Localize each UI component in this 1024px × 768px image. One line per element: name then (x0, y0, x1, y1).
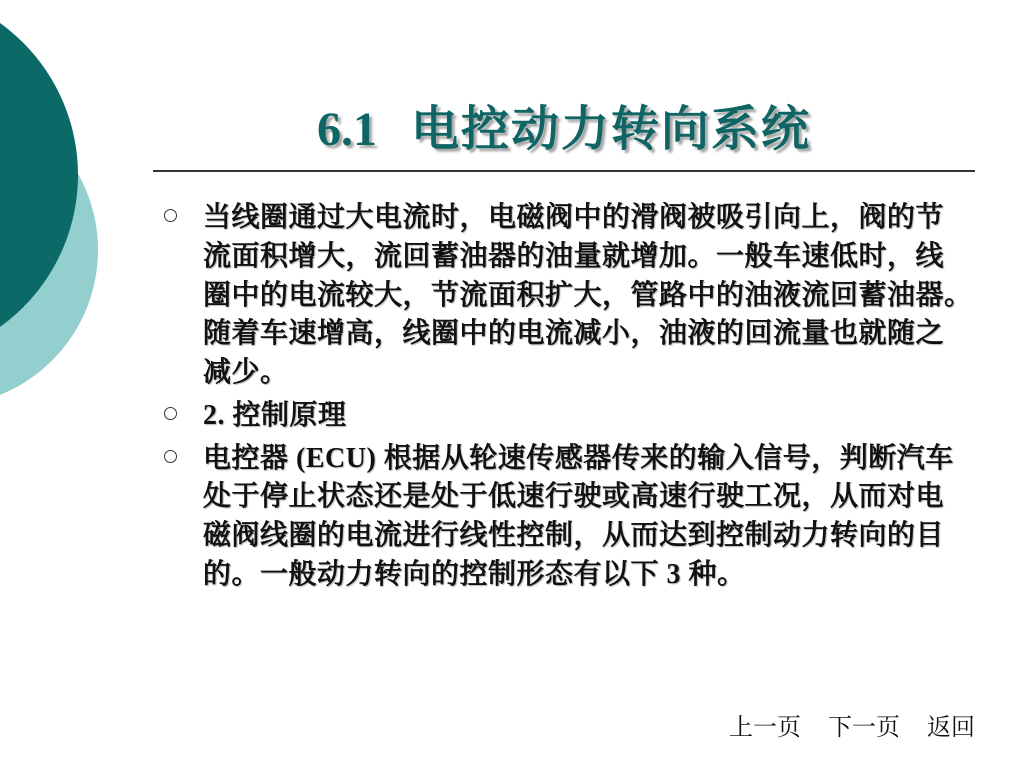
bullet-item (203, 440, 1003, 595)
title-underline (153, 170, 975, 172)
prev-page-link[interactable]: 上一页 (729, 715, 801, 741)
hollow-circle-bullet-icon (164, 209, 177, 222)
title-text: 电控动力转向系统 (410, 103, 811, 156)
bullet-list (203, 199, 1003, 599)
bullet-line: 减少。 (203, 357, 289, 388)
title-section-number: 6.1 (316, 103, 377, 156)
bullet-line: 流面积增大，流回蓄油器的油量就增加。一般车速低时，线 (203, 240, 945, 272)
hollow-circle-bullet-icon (164, 450, 177, 463)
bullet-line: 的。一般动力转向的控制形态有以下 3 种。 (203, 558, 746, 590)
bullet-line: 随着车速增高，线圈中的电流减小，油液的回流量也就随之 (203, 318, 945, 350)
hollow-circle-bullet-icon (164, 407, 177, 420)
bullet-line: 电控器 (ECU) 根据从轮速传感器传来的输入信号，判断汽车 (203, 442, 954, 474)
bullet-line: 圈中的电流较大，节流面积扩大，管路中的油液流回蓄油器。 (203, 279, 973, 311)
bullet-item (203, 397, 1003, 436)
back-link[interactable]: 返回 (927, 715, 975, 741)
slide-navigation (729, 713, 975, 743)
bullet-line: 处于停止状态还是处于低速行驶或高速行驶工况，从而对电 (203, 481, 945, 513)
next-page-link[interactable]: 下一页 (828, 715, 900, 741)
bullet-item (203, 199, 1003, 393)
bullet-line: 2. 控制原理 (203, 399, 347, 431)
bullet-line: 磁阀线圈的电流进行线性控制，从而达到控制动力转向的目 (203, 520, 945, 551)
bullet-line: 当线圈通过大电流时，电磁阀中的滑阀被吸引向上，阀的节 (203, 202, 945, 233)
slide-title (153, 102, 975, 158)
